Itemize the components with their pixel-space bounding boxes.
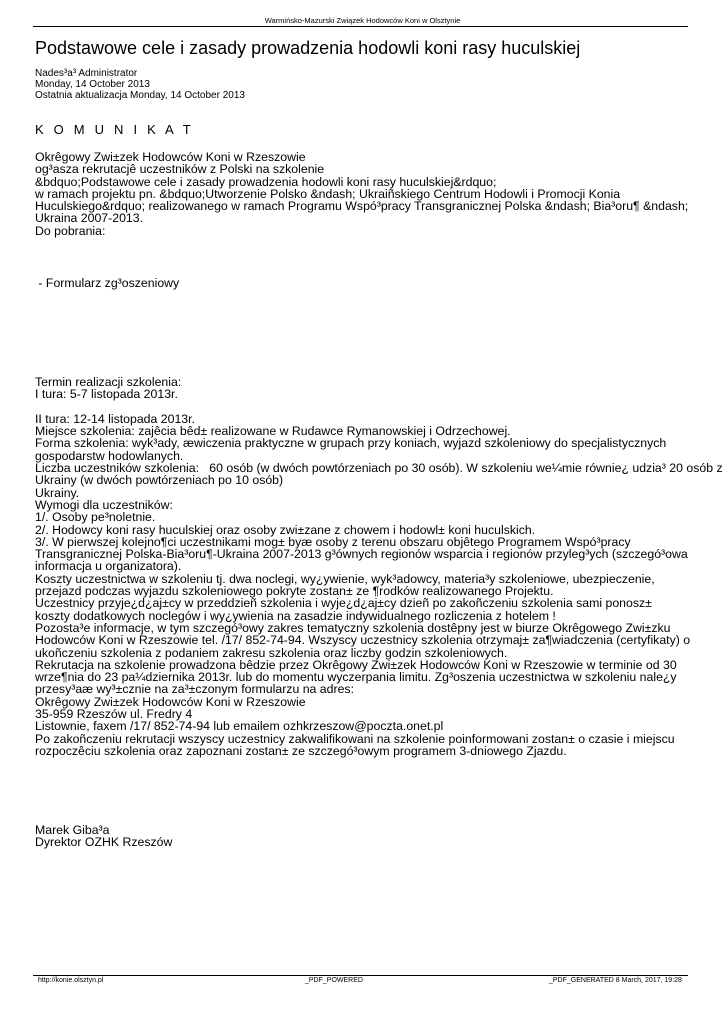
details-line: Uczestnicy przyje¿d¿aj±cy w przeddzieñ szkolenia i wyje¿d¿aj±cy dzieñ po zakoñczeniu szkolenia sami ponosz± <box>35 596 652 611</box>
details-line: koszty dodatkowych noclegów i wy¿ywienia na zasadzie indywidualnego rozliczenia z hotelem ! <box>35 608 556 623</box>
footer-url: http://konie.olsztyn.pl <box>38 977 104 984</box>
intro-line: Do pobrania: <box>35 223 106 238</box>
details-line: Wymogi dla uczestników: <box>35 497 173 512</box>
intro-line: w ramach projektu pn. &bdquo;Utworzenie Polsko &ndash; Ukraiñskiego Centrum Hodowli i Promocji Konia <box>35 186 621 201</box>
article-title: Podstawowe cele i zasady prowadzenia hodowli koni rasy huculskiej <box>35 38 581 58</box>
footer-powered: _PDF_POWERED <box>305 977 363 984</box>
details-line: Transgranicznej Polska-Bia³oru¶-Ukraina 2007-2013 g³ównych regionów wsparcia i regionów przyleg³ych (szczegó³owa <box>35 547 688 562</box>
header-divider <box>33 26 688 27</box>
intro-line: &bdquo;Podstawowe cele i zasady prowadzenia hodowli koni rasy huculskiej&rdquo; <box>35 174 497 189</box>
details-line: Liczba uczestników szkolenia: 60 osób (w dwóch powtórzeniach po 30 osób). W szkoleniu we¼mie równie¿ udzia³ 20 osób z <box>35 461 723 476</box>
training-details <box>35 376 725 757</box>
intro-line: Ukraina 2007-2013. <box>35 211 144 226</box>
details-line: Hodowców Koni w Rzeszowie tel. /17/ 852-74-94. Wszyscy uczestnicy szkolenia otrzymaj± za¶wiadczenia (certyfikaty) o <box>35 633 691 648</box>
details-line: wrze¶nia do 23 pa¼dziernika 2013r. lub do momentu wyczerpania limitu. Zg³oszenia uczestnictwa w szkoleniu nale¿y <box>35 670 677 685</box>
author-line: Nades³a³ Administrator <box>35 68 138 79</box>
details-line: 2/. Hodowcy koni rasy huculskiej oraz osoby zwi±zane z chowem i hodowl± koni huculskich. <box>35 522 536 537</box>
details-line: 35-959 Rzeszów ul. Fredry 4 <box>35 707 193 722</box>
details-line: 1/. Osoby pe³noletnie. <box>35 510 156 525</box>
details-line: Termin realizacji szkolenia: <box>35 375 182 389</box>
details-line: rozpoczêciu szkolenia oraz zapoznani zostan± ze szczegó³owym programem 3-dniowego Zjazdu. <box>35 743 567 758</box>
details-line: II tura: 12-14 listopada 2013r. <box>35 411 195 426</box>
publish-date: Monday, 14 October 2013 <box>35 79 150 90</box>
details-line: przesy³aæ wy³±cznie na za³±czonym formularzu na adres: <box>35 682 354 697</box>
details-line: przejazd podczas wyjazdu szkoleniowego pokryte zostan± ze ¶rodków realizowanego Projektu. <box>35 584 554 599</box>
last-updated: Ostatnia aktualizacja Monday, 14 October 2013 <box>35 90 245 101</box>
details-line: Ukrainy (w dwóch powtórzeniach po 10 osób) <box>35 473 284 488</box>
details-line: Miejsce szkolenia: zajêcia bêd± realizowane w Rudawce Rymanowskiej i Odrzechowej. <box>35 424 511 439</box>
details-line: Ukrainy. <box>35 485 80 500</box>
details-line: Po zakoñczeniu rekrutacji wszyscy uczestnicy zakwalifikowani na szkolenie poinformowani zostan± o czasie i miejscu <box>35 731 675 746</box>
registration-form-link[interactable]: - Formularz zg³oszeniowy <box>35 276 180 290</box>
footer-divider <box>33 975 688 976</box>
details-line: I tura: 5-7 listopada 2013r. <box>35 387 178 402</box>
article-meta <box>35 68 245 101</box>
signature-line: Dyrektor OZHK Rzeszów <box>35 835 173 850</box>
details-line: gospodarstw hodowlanych. <box>35 448 184 463</box>
intro-line: Okrêgowy Zwi±zek Hodowców Koni w Rzeszowie <box>35 150 306 164</box>
details-line: 3/. W pierwszej kolejno¶ci uczestnikami mog± byæ osoby z terenu obszaru objêtego Programem Wspó³pracy <box>35 534 631 549</box>
footer-generated: _PDF_GENERATED 8 March, 2017, 19:28 <box>549 977 682 984</box>
site-header: Warmińsko-Mazurski Związek Hodowców Koni w Olsztynie <box>264 16 461 25</box>
details-line: Listownie, faxem /17/ 852-74-94 lub emailem ozhkrzeszow@poczta.onet.pl <box>35 719 444 734</box>
details-line: Koszty uczestnictwa w szkoleniu tj. dwa noclegi, wy¿ywienie, wyk³adowcy, materia³y szkoleniowe, ubezpieczenie, <box>35 571 655 586</box>
details-line: ukoñczeniu szkolenia z podaniem zakresu szkolenia oraz liczby godzin szkoleniowych. <box>35 645 508 660</box>
details-line: Forma szkolenia: wyk³ady, æwiczenia praktyczne w grupach przy koniach, wyjazd szkoleniowy do specjalistycznych <box>35 436 667 451</box>
signature-line: Marek Giba³a <box>35 823 110 837</box>
details-line: Rekrutacja na szkolenie prowadzona bêdzie przez Okrêgowy Zwi±zek Hodowców Koni w Rzeszowie w terminie od 30 <box>35 657 677 672</box>
download-section <box>35 277 725 289</box>
announcement-intro <box>35 151 725 237</box>
signature-block <box>35 824 725 849</box>
details-line: Okrêgowy Zwi±zek Hodowców Koni w Rzeszowie <box>35 694 306 709</box>
announcement-heading: K O M U N I K A T <box>35 122 194 137</box>
details-line: Pozosta³e informacje, w tym szczegó³owy zakres tematyczny szkolenia dostêpny jest w biurze Okrêgowego Zwi±zku <box>35 620 671 635</box>
intro-line: Huculskiego&rdquo; realizowanego w ramach Programu Wspó³pracy Transgranicznej Polska &ndash; Bia³oru¶ &ndash; <box>35 199 689 214</box>
intro-line: og³asza rekrutacjê uczestników z Polski na szkolenie <box>35 162 325 177</box>
details-line: informacja u organizatora). <box>35 559 182 574</box>
